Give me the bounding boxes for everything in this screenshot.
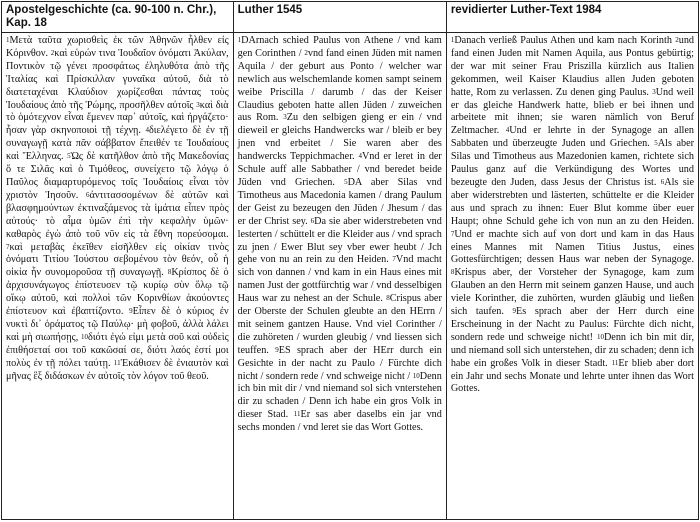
greek-passage (6, 35, 229, 383)
verse-text: Denn ich bin mit dir / vnd niemand sol sich vnterstehen dir zu schaden / Denn ich habe ein gros Volk in dieser Stad. (237, 370, 442, 421)
verse-number: 4 (505, 126, 510, 135)
verse-text: Crispus aber der Oberste der Schulen gleubte an den HErrn / mit seinem gantzen Hause. Vnd viel Corinther / die zuhöreten / wurden gleubig / vnd liessen sich teuffen. (237, 293, 442, 356)
verse-number: 5 (67, 152, 71, 161)
verse-text: Ἐκάθισεν δὲ ἐνιαυτὸν καὶ μῆνας ἓξ διδάσκων ἐν αὐτοῖς τὸν λόγον τοῦ θεοῦ. (6, 357, 229, 382)
verse-text: Und er machte sich auf von dort und kam in das Haus eines Mannes mit Namen Titius Justus, eines Gottesfürchtigen; dessen Haus war neben der Synagoge. (450, 228, 694, 266)
verse-number: 5 (344, 177, 348, 186)
verse-text: ES sprach aber der HErr durch ein Gesichte in der nacht zu Paulo / Fürchte dich nicht / sondern rede / vnd schweige nicht / (237, 344, 442, 382)
verse-text: καὶ διὰ τὸ ὁμότεχνον εἶναι ἔμενεν παρ᾽ αὐτοῖς, καὶ ἠργάζετο· ἦσαν γὰρ σκηνοποιοὶ τῇ τέχνῃ. (6, 99, 229, 137)
verse-number: 3 (196, 100, 200, 109)
verse-number: 4 (145, 126, 149, 135)
verse-number: 11 (293, 410, 301, 419)
greek-text-cell (2, 33, 234, 520)
verse-text: Danach verließ Paulus Athen und kam nach Korinth (454, 35, 672, 46)
verse-text: Er blieb aber dort ein Jahr und sechs Monate und lehrte unter ihnen das Wort Gottes. (450, 357, 694, 395)
verse-text: Es sprach aber der Herr durch eine Erscheinung in der Nacht zu Paulus: Fürchte dich nicht, sondern rede und schweige nicht! (450, 306, 695, 343)
verse-number: 7 (450, 229, 455, 238)
verse-text: DA aber Silas vnd Timotheus aus Macedonia kamen / drang Paulum der Geist zu bezeugen den Jüden / Jhesum / das er der Christ sey. (237, 176, 442, 227)
verse-text: Vnd er leret in der Schule auff alle Sabbather / vnd beredet beide Jüden vnd Griechen. (237, 151, 442, 188)
luther-1984-passage (451, 35, 694, 396)
verse-number: 6 (86, 190, 90, 199)
verse-number: 1 (450, 36, 455, 44)
verse-number: 1 (237, 36, 242, 44)
verse-number: 6 (660, 177, 665, 186)
verse-text: Krispus aber, der Vorsteher der Synagoge, kam zum Glauben an den Herrn mit seinem ganzen Hause, und auch viele Korinther, die zuhörten, wurden gläubig und ließen sich taufen. (450, 267, 694, 318)
luther-1984-text-cell (446, 33, 698, 520)
header-row (2, 2, 699, 33)
verse-number: 10 (412, 371, 420, 380)
verse-number: 9 (129, 307, 133, 316)
verse-number: 10 (596, 332, 604, 341)
verse-text: DArnach schied Paulus von Athene / vnd kam gen Corinthen / (237, 35, 442, 59)
text-row (2, 33, 699, 520)
verse-text: διότι ἐγώ εἰμι μετὰ σοῦ καὶ οὐδεὶς ἐπιθήσεταί σοι τοῦ κακῶσαί σε, διότι λαός ἐστί μοι πολὺς ἐν τῇ πόλει ταύτῃ. (6, 331, 229, 369)
verse-text: Denn ich bin mit dir, und niemand soll sich unterstehen, dir zu schaden; denn ich habe ein großes Volk in dieser Stadt. (450, 331, 695, 369)
verse-text: Und er lehrte in der Synagoge an allen Sabbaten und überzeugte Juden und Griechen. (450, 125, 694, 150)
verse-text: καὶ μεταβὰς ἐκεῖθεν εἰσῆλθεν εἰς οἰκίαν τινὸς ὀνόματι Τιτίου Ἰούστου σεβομένου τὸν θεόν, οὗ ἡ οἰκία ἦν συνομοροῦσα τῇ συναγωγῇ. (6, 241, 229, 279)
verse-text: Κρίσπος δὲ ὁ ἀρχισυνάγωγος ἐπίστευσεν τῷ κυρίῳ σὺν ὅλῳ τῷ οἴκῳ αὐτοῦ, καὶ πολλοὶ τῶν Κορινθίων ἀκούοντες ἐπίστευον καὶ ἐβαπτίζοντο. (6, 267, 229, 318)
verse-text: Zu den selbigen gieng er ein / vnd dieweil er gleichs Handwercks war / bleib er bey jnen vnd erbeitet / Sie waren aber des handwercks Teppichmacher. (237, 112, 442, 163)
verse-number: 8 (167, 268, 172, 277)
verse-text: διελέγετο δὲ ἐν τῇ συναγωγῇ κατὰ πᾶν σάββατον ἔπειθέν τε Ἰουδαίους καὶ Ἕλληνας. (6, 125, 229, 163)
verse-number: 7 (392, 255, 396, 264)
verse-number: 3 (283, 113, 287, 122)
verse-text: Μετὰ ταῦτα χωρισθεὶς ἐκ τῶν Ἀθηνῶν ἦλθεν εἰς Κόρινθον. (6, 35, 229, 59)
verse-number: 10 (81, 332, 89, 341)
verse-number: 9 (512, 307, 517, 316)
verse-text: Er sas aber daselbs ein jar vnd sechs monden / vnd leret sie das Wort Gottes. (237, 409, 442, 434)
synopsis-table (1, 1, 699, 520)
verse-number: 8 (386, 294, 390, 303)
verse-number: 11 (113, 358, 121, 367)
verse-number: 6 (310, 216, 315, 225)
verse-number: 2 (304, 48, 308, 57)
verse-number: 2 (50, 48, 55, 57)
luther-1545-passage (238, 35, 442, 435)
header-luther-1545: Luther 1545 (233, 2, 446, 33)
header-luther-1984: revidierter Luther-Text 1984 (446, 2, 698, 33)
luther-1545-text-cell (233, 33, 446, 520)
verse-number: 8 (450, 268, 455, 277)
verse-text: und fand einen Juden mit Namen Aquila, aus Pontus gebürtig; der war mit seiner Frau Priszilla kürzlich aus Italien gekommen, weil Kaiser Klaudius allen Juden geboten hatte, Rom zu verlassen. Zu denen ging Paulus. (450, 35, 694, 98)
verse-text: vnd fand einen Jüden mit namen Aquila / der geburt aus Ponto / welcher war newlich aus welschemlande komen sampt seinem weibe Priscilla / darumb / das der Keiser Claudius geboten hatte allen Jüden / zuweichen aus Rom. (237, 47, 442, 124)
header-greek: Apostelgeschichte (ca. 90-100 n. Chr.), Kap. 18 (2, 2, 234, 33)
verse-text: Als aber Silas und Timotheus aus Mazedonien kamen, richtete sich Paulus ganz auf die Verkündigung des Wortes und bezeugte den Juden, dass Jesus der Christus ist. (450, 138, 694, 188)
verse-text: Und weil er das gleiche Handwerk hatte, blieb er bei ihnen und arbeitete mit ihnen; sie waren nämlich von Beruf Zeltmacher. (450, 86, 694, 137)
verse-number: 3 (652, 87, 656, 96)
verse-text: Εἶπεν δὲ ὁ κύριος ἐν νυκτὶ δι᾽ ὁράματος τῷ Παύλῳ· μὴ φοβοῦ, ἀλλὰ λάλει καὶ μὴ σιωπήσῃς, (6, 306, 229, 343)
verse-text: ἀντιτασσομένων δὲ αὐτῶν καὶ βλασφημούντων ἐκτιναξάμενος τὰ ἱμάτια εἶπεν πρὸς αὐτούς· τὸ αἷμα ὑμῶν ἐπὶ τὴν κεφαλὴν ὑμῶν· καθαρὸς ἐγὼ ἀπὸ τοῦ νῦν εἰς τὰ ἔθνη πορεύσομαι. (6, 189, 229, 240)
verse-text: Vnd macht sich von dannen / vnd kam in ein Haus eines mit namen Just der gottfürchtig war / vnd desselbigen Haus war zu nehest an der Schule. (237, 254, 442, 305)
verse-text: Als sie aber widerstrebten und lästerten, schüttelte er die Kleider aus und sprach zu ihnen: Euer Blut komme über euer Haupt; ohne Schuld gehe ich von nun an zu den Heiden. (450, 176, 695, 227)
verse-text: καὶ εὑρών τινα Ἰουδαῖον ὀνόματι Ἀκύλαν, Ποντικὸν τῷ γένει προσφάτως ἐληλυθότα ἀπὸ τῆς Ἰταλίας καὶ Πρίσκιλλαν γυναῖκα αὐτοῦ, διὰ τὸ διατεταχέναι Κλαύδιον χωρίζεσθαι πάντας τοὺς Ἰουδαίους ἀπὸ τῆς Ῥώμης, προσῆλθεν αὐτοῖς (6, 47, 229, 111)
verse-number: 1 (6, 36, 10, 44)
verse-number: 9 (275, 345, 279, 354)
verse-number: 4 (358, 152, 362, 161)
verse-text: Da sie aber widerstrebeten vnd lesterten / schüttelt er die Kleider aus / vnd sprach zu jnen / Ewer Blut sey vber ewer heubt / Jch gehe von nu an rein zu den Heiden. (237, 215, 442, 266)
verse-number: 2 (675, 36, 679, 44)
verse-text: Ὡς δὲ κατῆλθον ἀπὸ τῆς Μακεδονίας ὅ τε Σιλᾶς καὶ ὁ Τιμόθεος, συνείχετο τῷ λόγῳ ὁ Παῦλος διαμαρτυρόμενος τοῖς Ἰουδαίοις εἶναι τὸν χριστὸν Ἰησοῦν. (6, 151, 229, 201)
verse-number: 5 (654, 139, 658, 148)
verse-number: 11 (611, 358, 619, 367)
verse-number: 7 (6, 242, 10, 251)
